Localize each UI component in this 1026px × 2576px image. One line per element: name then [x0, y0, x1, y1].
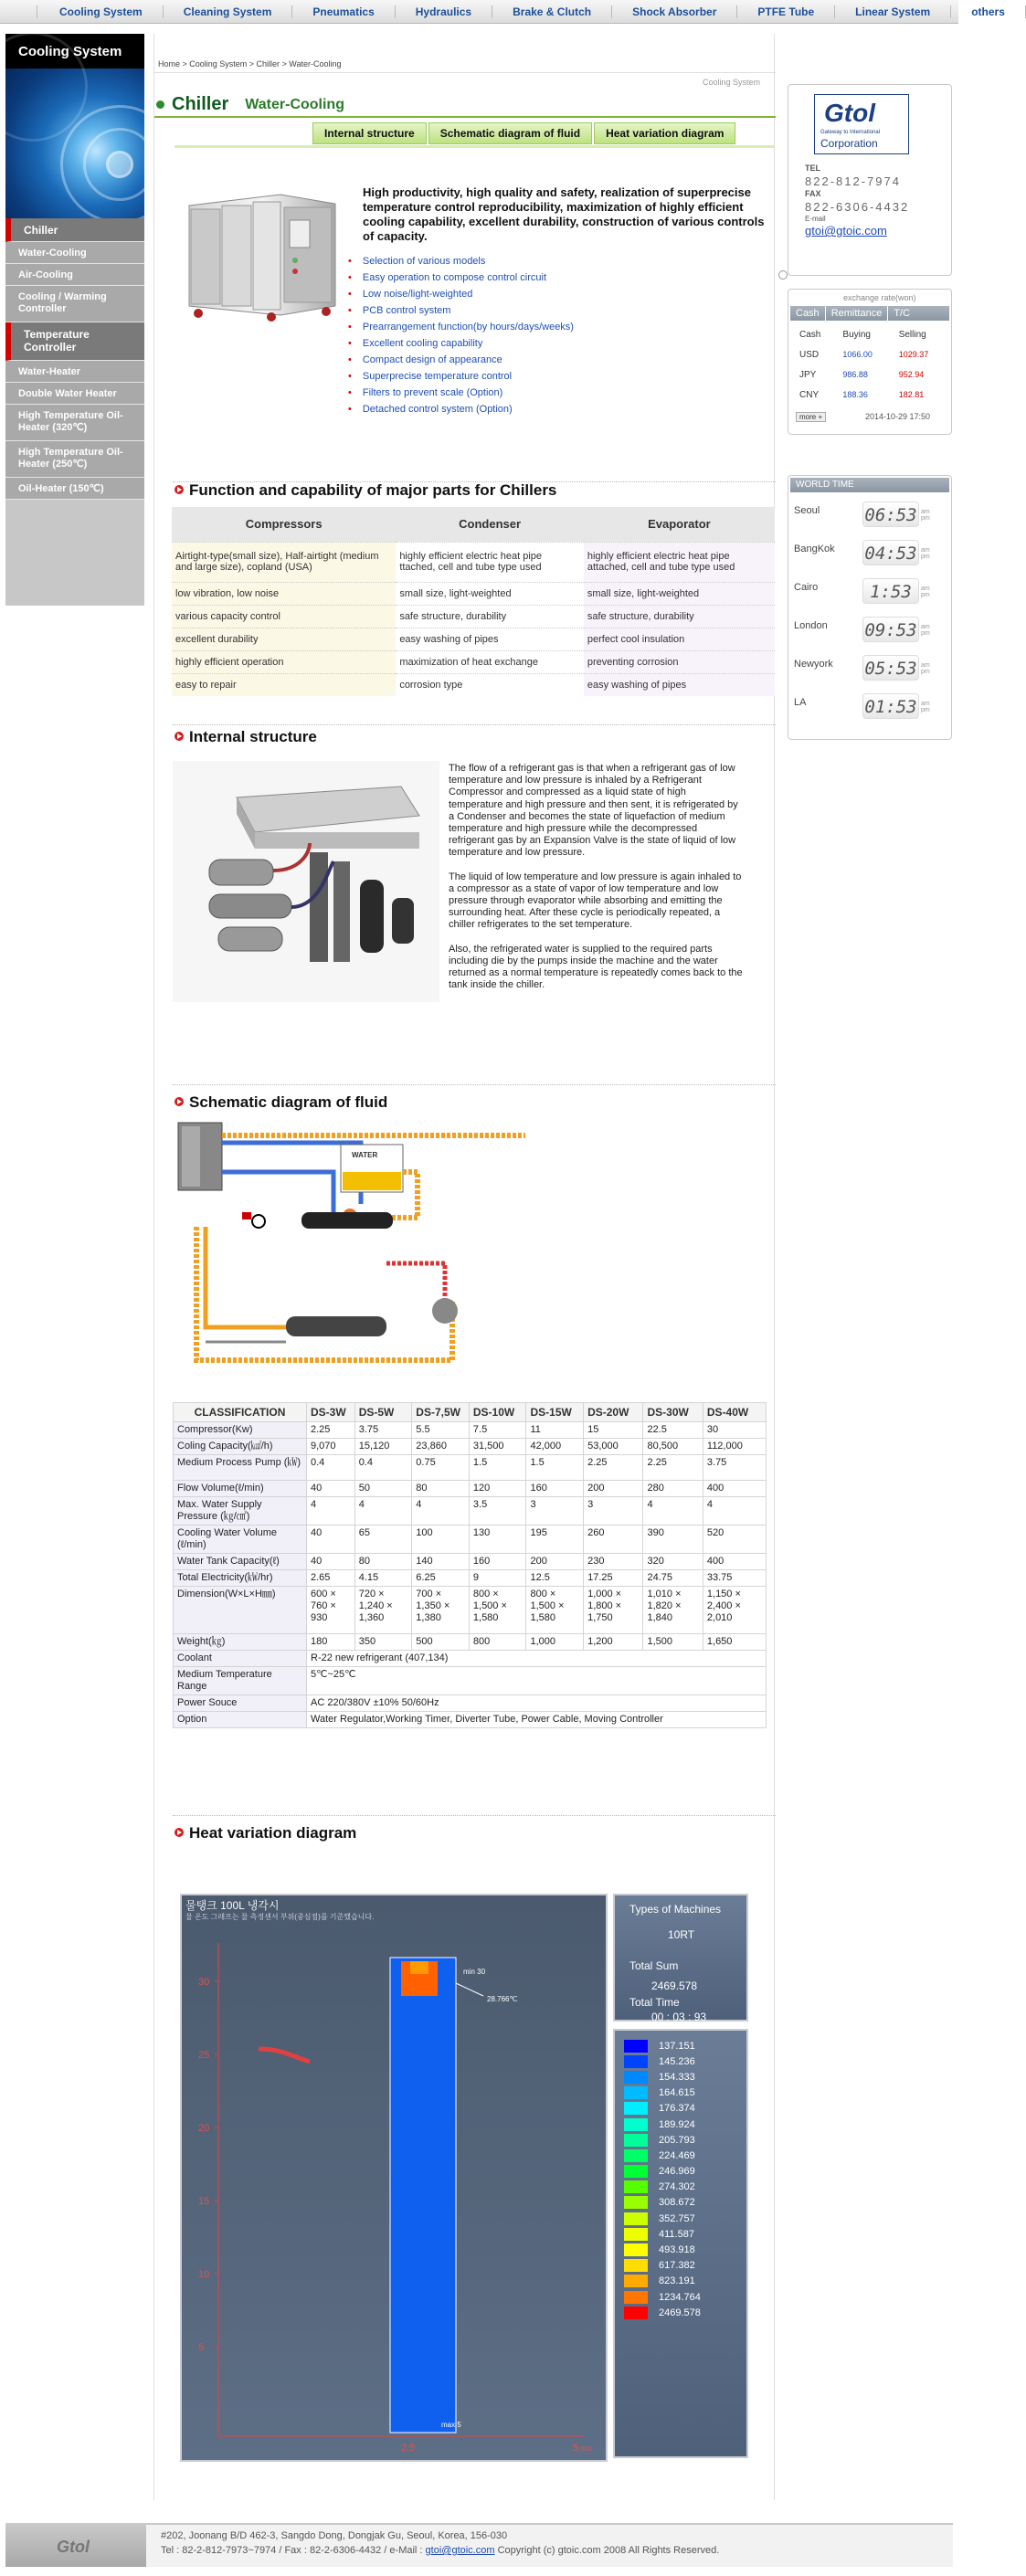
title-underline [154, 116, 776, 118]
sidebar-banner-image [5, 69, 144, 218]
table-row: various capacity control safe structure, durability safe structure, durability [172, 605, 775, 628]
tel-number: 822-812-7974 [805, 174, 901, 188]
table-row: Power Souce AC 220/380V ±10% 50/60Hz [174, 1695, 767, 1712]
city-name: London [794, 620, 828, 631]
table-row: Max. Water Supply Pressure (㎏/㎠) 4 4 4 3.5 3 3 4 4 [174, 1497, 767, 1526]
email-label: E-mail [805, 215, 826, 223]
breadcrumb: Home > Cooling System > Chiller > Water-Cooling [158, 59, 342, 69]
temperature-label: 28.766℃ [487, 1995, 518, 2003]
water-level-bar [390, 1958, 456, 2433]
list-item: • Selection of various models [348, 256, 486, 267]
table-row: CNY 188.36 182.81 [799, 389, 925, 400]
city-clock: 05:53 [862, 655, 919, 681]
legend-swatch [624, 2259, 648, 2272]
legend-swatch [624, 2086, 648, 2099]
machine-summary [613, 1894, 748, 2022]
table-row: Dimension(W×L×H㎜) 600 × 760 × 930 720 × 1,240 × 1,360 700 × 1,350 × 1,380 800 × 1,500 × 1,580 800 × 1,500 × 1,580 1,000 × 1,800 × 1,750 1,010 × 1,820 × 1,840 1,150 × 2,400 × 2,010 [174, 1587, 767, 1634]
total-time-label: Total Time [629, 1996, 680, 2009]
sidebar-item-temperature-controller[interactable]: Temperature Controller [5, 322, 144, 361]
legend-item: 189.924 [624, 2117, 746, 2132]
legend-swatch [624, 2180, 648, 2193]
sidebar-item-air-cooling[interactable]: Air-Cooling [5, 264, 144, 286]
intro-headline: High productivity, high quality and safety, realization of superprecise temperature control reproducibility, maximization of highly efficient cooling capability, excellent durability, construction of various controls of capacity. [363, 185, 765, 243]
footer-contact: Tel : 82-2-812-7973~7974 / Fax : 82-2-6306-4432 / e-Mail : gtoi@gtoic.com Copyright (c) gtoic.com 2008 All Rights Reserved. [161, 2545, 720, 2556]
list-item: • Compact design of appearance [348, 354, 502, 365]
tab-cash[interactable]: Cash [790, 306, 826, 321]
legend-item: 246.969 [624, 2164, 746, 2180]
function-heading: Function and capability of major parts for Chillers [175, 481, 556, 500]
legend-swatch [624, 2275, 648, 2287]
table-row: Medium Process Pump (㎾) 0.4 0.4 0.75 1.5 1.5 2.25 2.25 3.75 [174, 1455, 767, 1481]
city-clock: 04:53 [862, 540, 919, 565]
world-time-box [788, 475, 952, 740]
x-tick-label: 5 [573, 2443, 579, 2454]
footer [5, 2523, 953, 2567]
heat-window-subtitle: 물 온도 그래프는 물 측정센서 부위(중심점)를 기준했습니다. [185, 1913, 375, 1921]
table-header-row: CLASSIFICATION DS-3W DS-5W DS-7,5W DS-10W DS-15W DS-20W DS-30W DS-40W [174, 1403, 767, 1422]
section-label: Cooling System [703, 78, 761, 87]
heading-bullet-icon [175, 1828, 184, 1837]
city-clock: 01:53 [862, 693, 919, 719]
sidebar-heading: Cooling System [5, 34, 144, 69]
schematic-heading: Schematic diagram of fluid [175, 1093, 387, 1112]
pointer-line [456, 1983, 483, 1996]
y-tick-label: 30 [198, 1977, 210, 1988]
ampm-indicator: am pm [921, 509, 930, 522]
city-clock: 1:53 [862, 578, 919, 604]
min-label: min 30 [463, 1968, 486, 1976]
x-tick-label: 2.5 [401, 2443, 416, 2454]
legend-item: 411.587 [624, 2226, 746, 2242]
total-time: 00 : 03 : 93 [651, 2011, 707, 2023]
legend-swatch [624, 2149, 648, 2162]
heat-window-title: 물탱크 100L 냉각시 [185, 1899, 280, 1912]
heat-side-panel [613, 1894, 748, 2462]
tab-heat-variation[interactable]: Heat variation diagram [594, 122, 735, 144]
nav-cleaning-system[interactable]: Cleaning System [164, 5, 293, 18]
total-sum-label: Total Sum [629, 1959, 679, 1972]
function-header: Evaporator [584, 507, 775, 542]
close-icon[interactable] [778, 270, 788, 280]
max-label: max 5 [441, 2421, 461, 2429]
table-row: Airtight-type(small size), Half-airtight (medium and large size), copland (USA) highly efficient electric heat pipe ttached, cell and tube type used highly efficient electric heat pipe attached, cell and tube type used [172, 542, 775, 582]
table-row: excellent durability easy washing of pipes perfect cool insulation [172, 628, 775, 650]
heading-bullet-icon [175, 732, 184, 741]
temperature-curve [259, 2049, 310, 2062]
machine-type: 10RT [668, 1928, 695, 1941]
city-name: Cairo [794, 582, 819, 593]
internal-structure-heading: Internal structure [175, 728, 317, 746]
footer-address: #202, Joonang B/D 462-3, Sangdo Dong, Dongjak Gu, Seoul, Korea, 156-030 [161, 2530, 508, 2541]
list-item: • Prearrangement function(by hours/days/weeks) [348, 322, 574, 333]
world-time-row [794, 615, 936, 653]
ampm-indicator: am pm [921, 624, 930, 637]
function-table [172, 507, 775, 696]
heading-bullet-icon [175, 1097, 184, 1106]
y-tick-label: 15 [198, 2196, 210, 2207]
sidebar-item-oil-heater-250[interactable]: High Temperature Oil-Heater (250℃) [5, 441, 144, 478]
legend-swatch [624, 2102, 648, 2115]
table-row: USD 1066.00 1029.37 [799, 349, 929, 360]
legend-item: 176.374 [624, 2101, 746, 2117]
list-item: • PCB control system [348, 305, 451, 316]
ampm-indicator: am pm [921, 547, 930, 560]
world-time-row [794, 653, 936, 692]
contact-box [788, 84, 952, 276]
gtol-logo: Gtol Gateway to International Corporation [814, 94, 909, 154]
city-clock: 06:53 [862, 501, 919, 527]
internal-structure-text [449, 763, 743, 991]
y-tick-label: 10 [198, 2269, 210, 2280]
heat-graph [182, 1895, 606, 2460]
legend-item: 205.793 [624, 2132, 746, 2148]
table-row: Total Electricity(㎾/hr) 2.65 4.15 6.25 9 12.5 17.25 24.75 33.75 [174, 1570, 767, 1587]
sidebar-item-oil-heater-320[interactable]: High Temperature Oil-Heater (320℃) [5, 405, 144, 441]
paragraph: The liquid of low temperature and low pressure is again inhaled to a compressor as a state of vapor of low temperature and low pressure through evaporator while absorbing and emitting the surrounding heat. After these cycle is periodically repeated, a chiller refrigerates to the set temperature. [449, 871, 742, 931]
legend-swatch [624, 2118, 648, 2131]
table-row: Water Tank Capacity(ℓ) 40 80 140 160 200 230 320 400 [174, 1554, 767, 1570]
sidebar-item-water-cooling[interactable]: Water-Cooling [5, 242, 144, 264]
legend-item: 617.382 [624, 2258, 746, 2274]
nav-others[interactable]: others [951, 5, 1026, 18]
nav-shock-absorber[interactable]: Shock Absorber [612, 5, 737, 18]
city-name: Seoul [794, 505, 820, 516]
types-label: Types of Machines [629, 1903, 722, 1916]
water-tank-label: WATER [352, 1151, 378, 1159]
legend-item: 308.672 [624, 2195, 746, 2211]
legend-swatch [624, 2134, 648, 2147]
legend-item: 164.615 [624, 2085, 746, 2101]
sidebar-item-double-water-heater[interactable]: Double Water Heater [5, 383, 144, 405]
legend-item: 137.151 [624, 2038, 746, 2053]
sidebar [5, 34, 144, 606]
tab-schematic-diagram[interactable]: Schematic diagram of fluid [428, 122, 592, 144]
x-unit-label: min [580, 2444, 592, 2453]
page-title: Chiller [172, 94, 229, 114]
table-row: highly efficient operation maximization of heat exchange preventing corrosion [172, 650, 775, 673]
heat-variation-heading: Heat variation diagram [175, 1824, 356, 1842]
legend-swatch [624, 2291, 648, 2304]
chiller-product-image [180, 187, 344, 324]
page-subtitle: Water-Cooling [245, 96, 344, 112]
table-row: low vibration, low noise small size, light-weighted small size, light-weighted [172, 582, 775, 605]
y-tick-label: 5 [198, 2342, 205, 2353]
main-content [153, 34, 775, 2500]
exchange-date: 2014-10-29 17:50 [865, 412, 931, 421]
top-navigation [0, 0, 1005, 24]
nav-ptfe-tube[interactable]: PTFE Tube [737, 5, 835, 18]
legend-swatch [624, 2212, 648, 2225]
specification-table [173, 1402, 767, 1728]
table-row: Medium Temperature Range 5℃~25℃ [174, 1667, 767, 1695]
table-row: Coling Capacity(㎉/h) 9,070 15,120 23,860 31,500 42,000 53,000 80,500 112,000 [174, 1439, 767, 1455]
function-header: Compressors [172, 507, 396, 542]
list-item: • Low noise/light-weighted [348, 289, 473, 300]
table-row: Coolant R-22 new refrigerant (407,134) [174, 1651, 767, 1667]
city-name: BangKok [794, 544, 835, 554]
email-link[interactable]: gtoi@gtoic.com [805, 224, 887, 238]
fax-number: 822-6306-4432 [805, 200, 910, 214]
legend-item: 493.918 [624, 2242, 746, 2257]
legend-item: 352.757 [624, 2211, 746, 2226]
table-row: Cooling Water Volume (ℓ/min) 40 65 100 130 195 260 390 520 [174, 1526, 767, 1554]
schematic-diagram-image [178, 1117, 498, 1382]
legend-swatch [624, 2228, 648, 2241]
world-time-list [788, 500, 953, 737]
sidebar-item-cooling-warming-controller[interactable]: Cooling / Warming Controller [5, 286, 144, 322]
sidebar-item-chiller[interactable]: Chiller [5, 218, 144, 242]
internal-structure-image [173, 761, 439, 1002]
tel-label: TEL [805, 164, 820, 173]
legend-item: 2469.578 [624, 2305, 746, 2320]
exchange-more-button[interactable]: more + [796, 412, 826, 422]
exchange-tabs [790, 306, 949, 321]
heat-graph-panel [180, 1894, 608, 2462]
sidebar-item-water-heater[interactable]: Water-Heater [5, 361, 144, 383]
list-item: • Filters to prevent scale (Option) [348, 387, 503, 398]
y-tick-label: 20 [198, 2123, 210, 2134]
world-time-row [794, 692, 936, 730]
footer-logo-box [5, 2525, 146, 2567]
nav-linear-system[interactable]: Linear System [835, 5, 951, 18]
list-item: • Excellent cooling capability [348, 338, 483, 349]
nav-brake-clutch[interactable]: Brake & Clutch [492, 5, 612, 18]
tab-bar [312, 122, 737, 144]
sidebar-item-oil-heater-150[interactable]: Oil-Heater (150℃) [5, 478, 144, 500]
tab-underline [175, 145, 775, 148]
world-time-title: WORLD TIME [790, 478, 949, 492]
legend-swatch [624, 2243, 648, 2256]
table-row: Weight(㎏) 180 350 500 800 1,000 1,200 1,500 1,650 [174, 1634, 767, 1651]
legend-swatch [624, 2071, 648, 2084]
paragraph: Also, the refrigerated water is supplied to the required parts including die by the pumps inside the machine and the water returned as a normal temperature is repeatedly comes back to the tank inside the chiller. [449, 943, 743, 991]
legend-swatch [624, 2196, 648, 2209]
ampm-indicator: am pm [921, 701, 930, 713]
legend-item: 224.469 [624, 2148, 746, 2163]
fax-label: FAX [805, 189, 821, 198]
list-item: • Detached control system (Option) [348, 404, 513, 415]
legend-item: 1234.764 [624, 2289, 746, 2305]
exchange-title: exchange rate(won) [843, 293, 916, 302]
y-tick-label: 25 [198, 2050, 210, 2061]
paragraph: The flow of a refrigerant gas is that when a refrigerant gas of low temperature and low pressure is inhaled by a Refrigerant Compressor and compressed as a liquid state of high temperature and high pressure and then sent, it is refrigerated by a Condenser and becomes the state of liquefaction of medium temperature and high pressure while the decompressed refrigerant gas by an Expansion Valve is the state of liquid of low temperature and low pressure. [449, 763, 738, 859]
world-time-row [794, 576, 936, 615]
world-time-row [794, 538, 936, 576]
heading-bullet-icon [175, 485, 184, 494]
footer-email-link[interactable]: gtoi@gtoic.com [425, 2545, 495, 2556]
city-clock: 09:53 [862, 617, 919, 642]
title-arrow-icon [156, 100, 164, 109]
nav-cooling-system[interactable]: Cooling System [37, 5, 164, 18]
table-row: Option Water Regulator,Working Timer, Diverter Tube, Power Cable, Moving Controller [174, 1712, 767, 1728]
feature-list [348, 256, 574, 420]
legend-item: 145.236 [624, 2053, 746, 2069]
city-name: LA [794, 697, 807, 708]
city-name: Newyork [794, 659, 833, 670]
footer-logo: Gtol [57, 2538, 90, 2556]
list-item: • Easy operation to compose control circuit [348, 272, 547, 283]
total-sum: 2469.578 [651, 1980, 698, 1992]
table-row: easy to repair corrosion type easy washing of pipes [172, 673, 775, 696]
legend-swatch [624, 2055, 648, 2068]
tab-internal-structure[interactable]: Internal structure [312, 122, 427, 144]
exchange-table: Cash Buying Selling USD 1066.00 1029.37 JPY 986.88 952.94 CNY 188.36 182.81 [792, 324, 947, 405]
nav-pneumatics[interactable]: Pneumatics [292, 5, 395, 18]
function-header: Condenser [396, 507, 584, 542]
world-time-row [794, 500, 936, 538]
table-row: Flow Volume(ℓ/min) 40 50 80 120 160 200 280 400 [174, 1481, 767, 1497]
tab-tc[interactable]: T/C [894, 308, 911, 319]
color-legend [613, 2029, 748, 2458]
table-row: Compressor(Kw) 2.25 3.75 5.5 7.5 11 15 22.5 30 [174, 1422, 767, 1439]
legend-swatch [624, 2040, 648, 2053]
table-row: JPY 986.88 952.94 [799, 369, 925, 380]
ampm-indicator: am pm [921, 662, 930, 675]
hot-zone-core [410, 1961, 428, 1974]
tab-remittance[interactable]: Remittance [826, 306, 889, 321]
exchange-rate-box [788, 289, 952, 435]
legend-item: 154.333 [624, 2069, 746, 2085]
ampm-indicator: am pm [921, 586, 930, 598]
legend-item: 823.191 [624, 2274, 746, 2289]
list-item: • Superprecise temperature control [348, 371, 513, 382]
nav-hydraulics[interactable]: Hydraulics [396, 5, 492, 18]
legend-swatch [624, 2165, 648, 2178]
legend-swatch [624, 2307, 648, 2319]
legend-item: 274.302 [624, 2180, 746, 2195]
